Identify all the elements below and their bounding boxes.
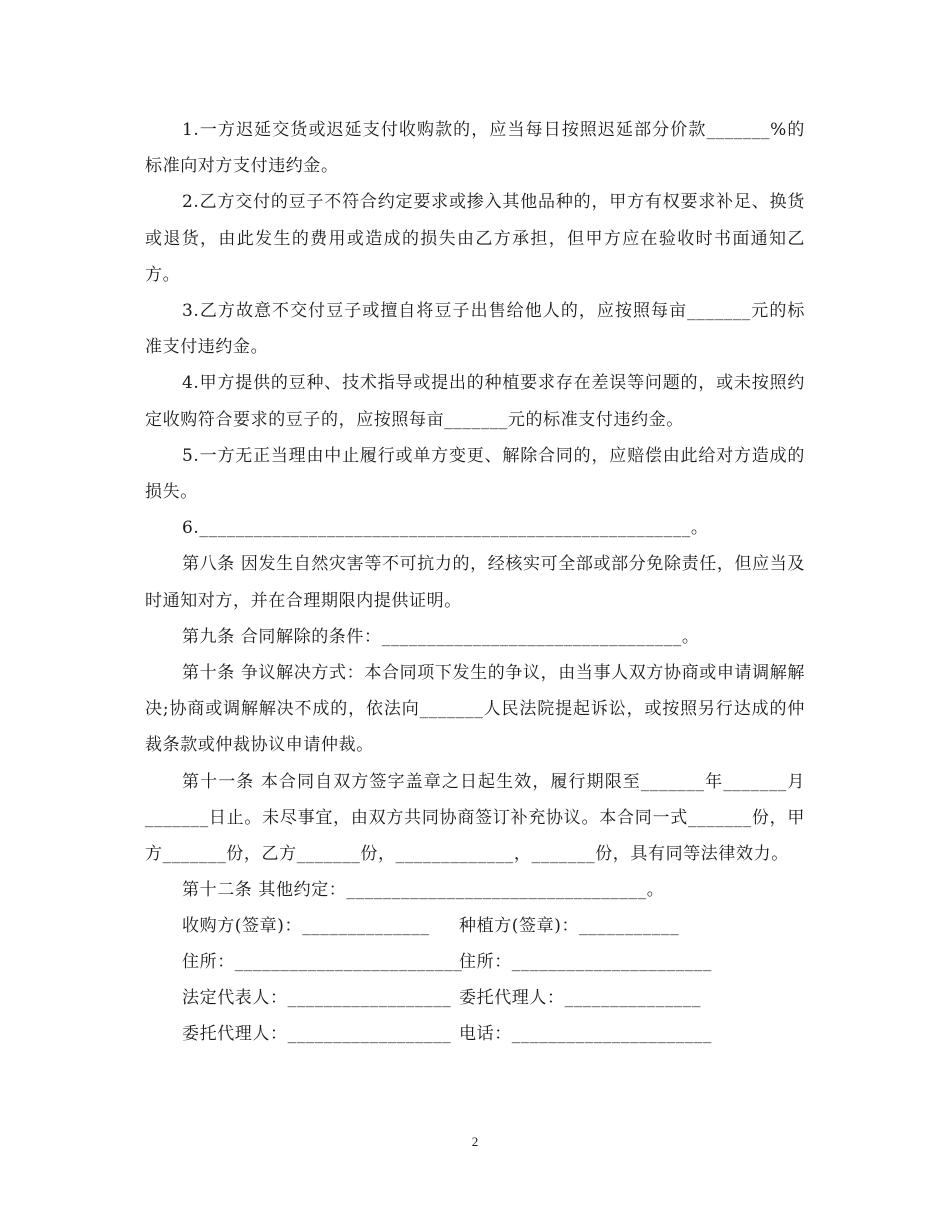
grower-agent-field: 委托代理人：_______________ xyxy=(459,988,702,1009)
clause-item-5: 5.一方无正当理由中止履行或单方变更、解除合同的，应赔偿由此给对方造成的损失。 xyxy=(145,445,805,503)
legal-representative-field: 法定代表人：__________________ xyxy=(182,988,452,1009)
signature-row-agent xyxy=(145,1016,805,1052)
signature-row-party xyxy=(145,908,805,944)
buyer-signature-field: 收购方(签章)：______________ xyxy=(182,916,430,937)
clause-item-6: 6.______________________________________________________。 xyxy=(182,518,709,539)
phone-field: 电话：______________________ xyxy=(459,1024,712,1045)
page-number: 2 xyxy=(471,1134,479,1149)
signature-row-address xyxy=(145,944,805,980)
buyer-address-field: 住所：_________________________ xyxy=(182,952,463,973)
article-9: 第九条 合同解除的条件：_________________________________。 xyxy=(182,626,700,647)
clause-item-4: 4.甲方提供的豆种、技术指导或提出的种植要求存在差误等问题的，或未按照约定收购符合要求的豆子的，应按照每亩_______元的标准支付违约金。 xyxy=(145,373,805,430)
article-8: 第八条 因发生自然灾害等不可抗力的，经核实可全部或部分免除责任，但应当及时通知对方，并在合理期限内提供证明。 xyxy=(145,554,805,611)
signature-row-representative xyxy=(145,980,805,1016)
clause-item-1: 1.一方迟延交货或迟延支付收购款的，应当每日按照迟延部分价款_______%的标准向对方支付违约金。 xyxy=(145,120,805,177)
clause-item-2: 2.乙方交付的豆子不符合约定要求或掺入其他品种的，甲方有权要求补足、换货或退货，由此发生的费用或造成的损失由乙方承担，但甲方应在验收时书面通知乙方。 xyxy=(145,192,805,285)
grower-signature-field: 种植方(签章)：___________ xyxy=(459,916,680,937)
clause-item-3: 3.乙方故意不交付豆子或擅自将豆子出售给他人的，应按照每亩_______元的标准支付违约金。 xyxy=(145,301,805,358)
article-10: 第十条 争议解决方式：本合同项下发生的争议，由当事人双方协商或申请调解解决;协商或调解解决不成的，依法向_______人民法院提起诉讼，或按照另行达成的仲裁条款或仲裁协议申请仲裁。 xyxy=(145,663,805,756)
document-body xyxy=(145,112,805,1052)
article-11: 第十一条 本合同自双方签字盖章之日起生效，履行期限至_______年_______月_______日止。未尽事宜，由双方共同协商签订补充协议。本合同一式_______份，甲方_______份，乙方_______份，_____________，_______份，具有同等法律效力。 xyxy=(145,771,805,865)
grower-address-field: 住所：______________________ xyxy=(459,952,712,973)
article-12: 第十二条 其他约定：_________________________________。 xyxy=(182,880,665,901)
buyer-agent-field: 委托代理人：__________________ xyxy=(182,1024,452,1045)
